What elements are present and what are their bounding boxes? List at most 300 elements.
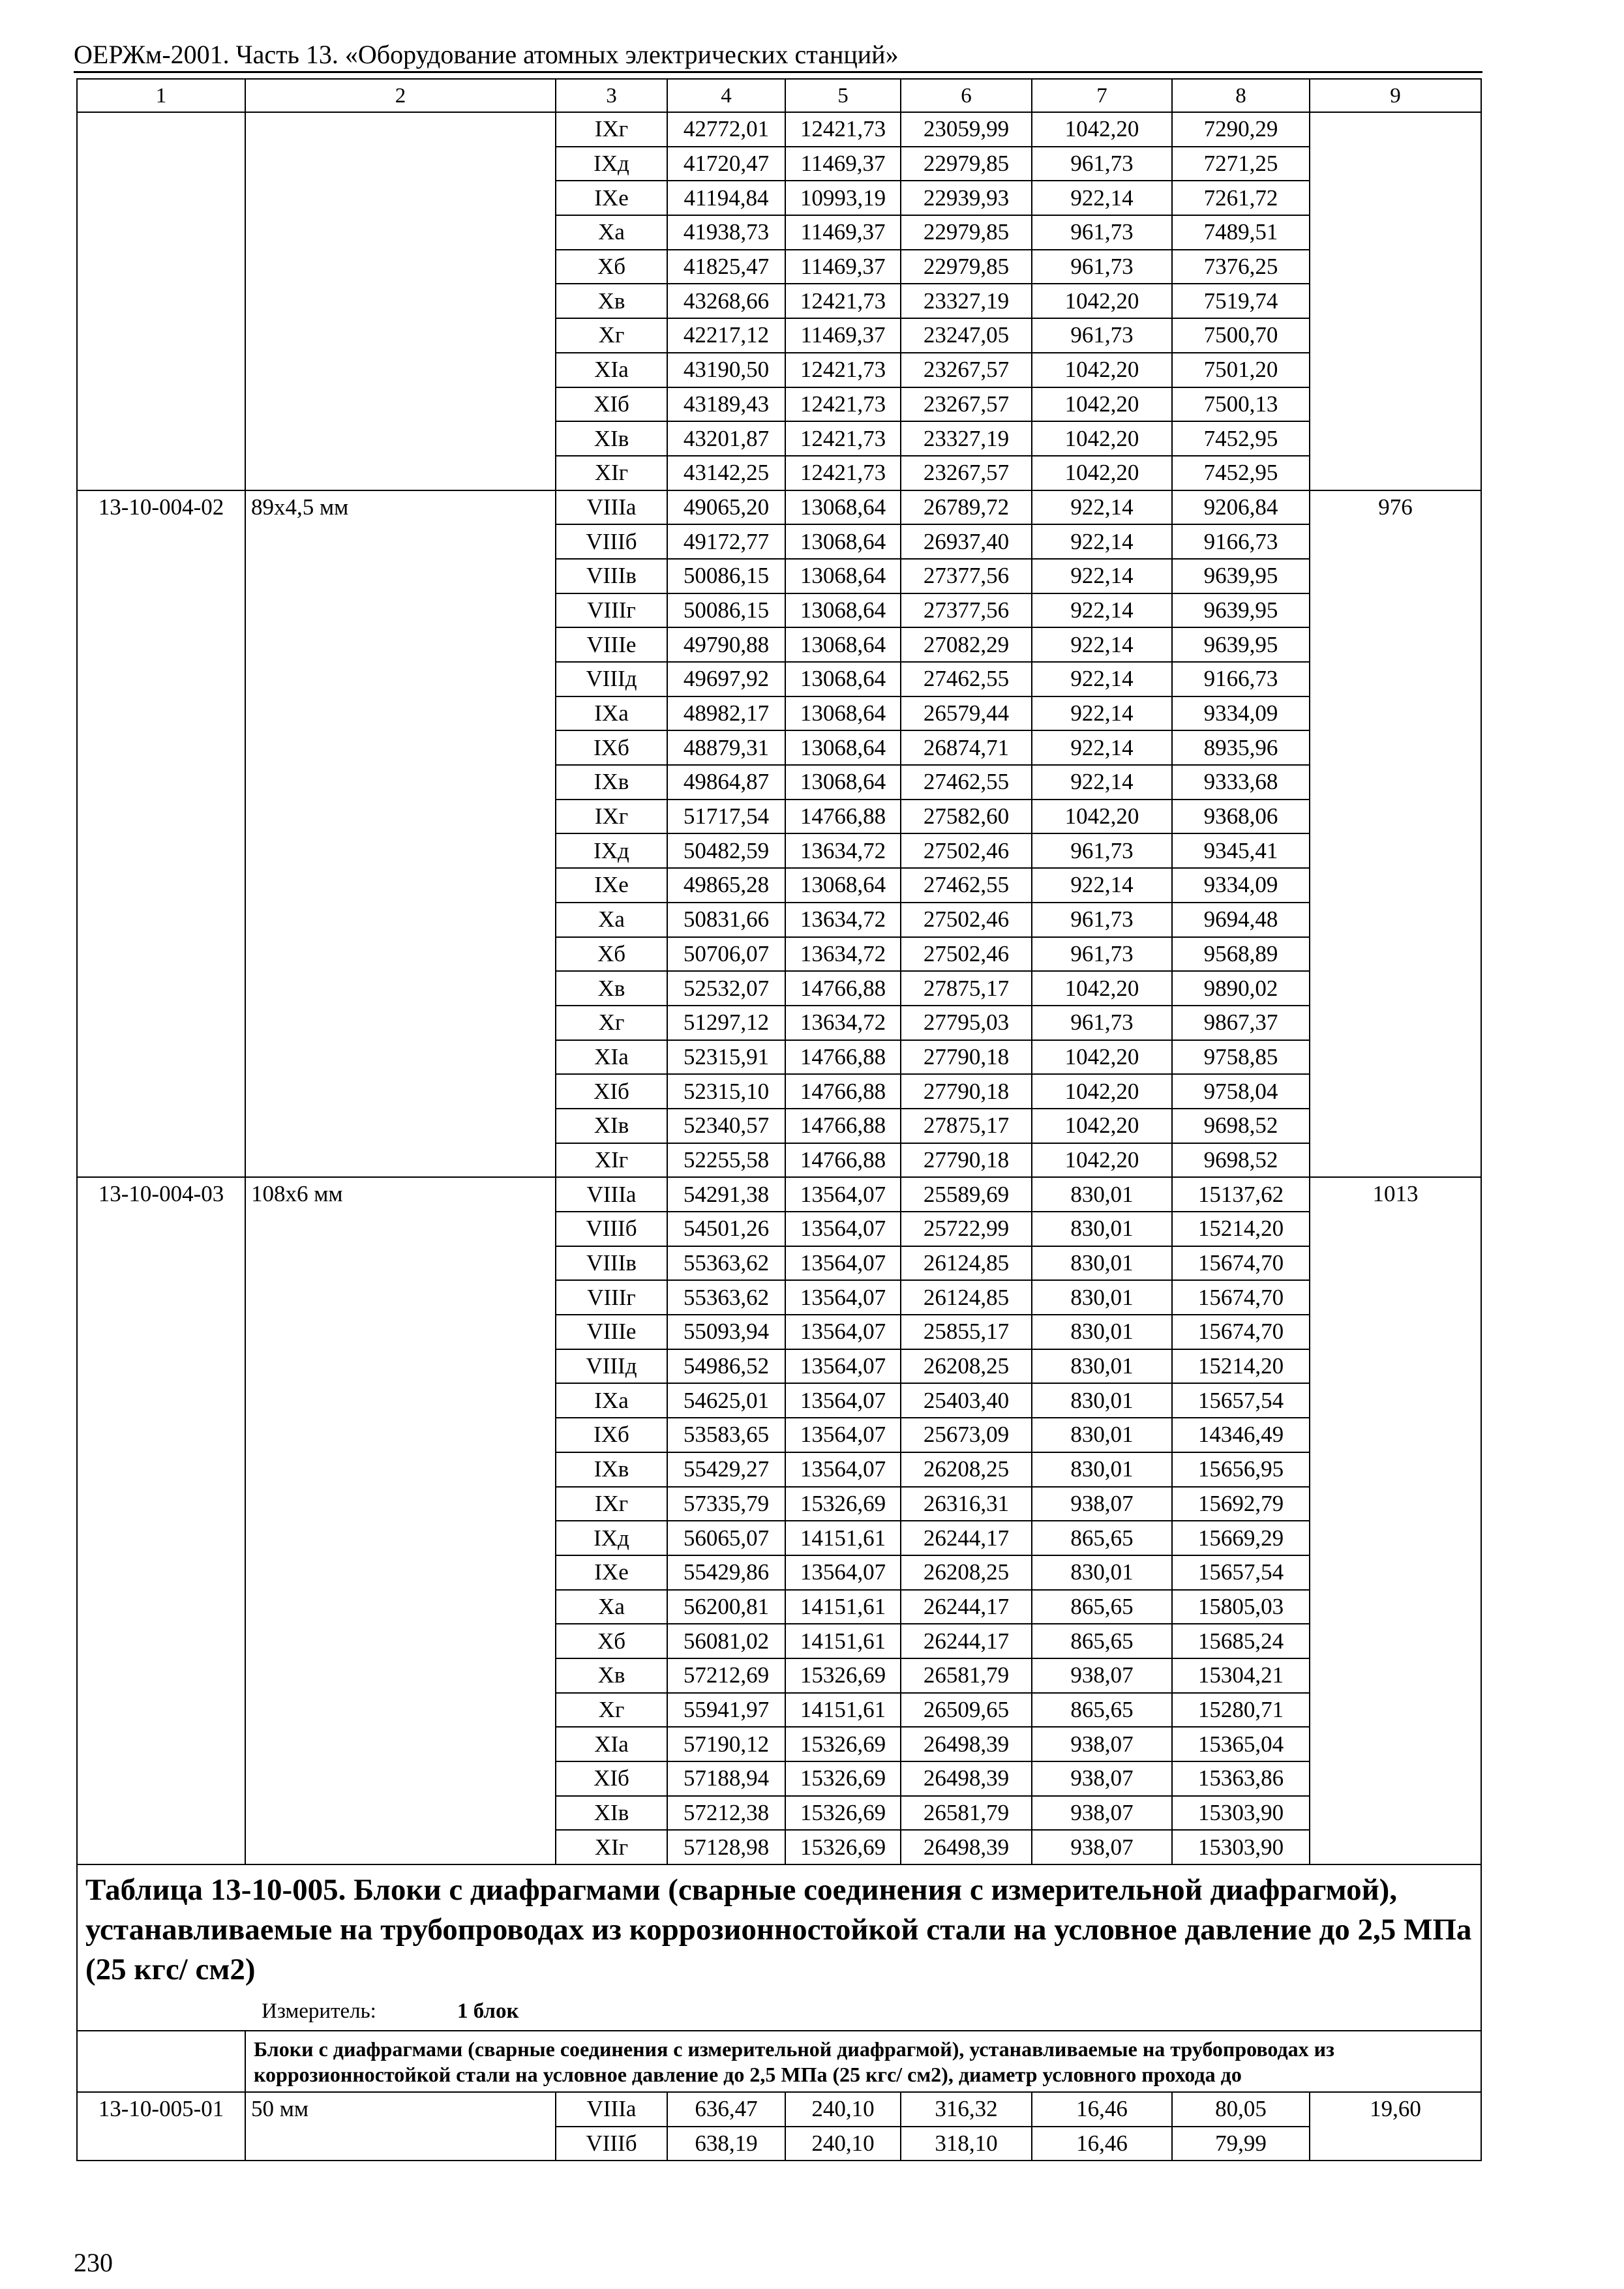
value-cell: 15669,29 [1172,1521,1310,1555]
value-cell: 52255,58 [667,1143,785,1178]
value-cell: 27082,29 [901,627,1032,662]
value-cell: 26498,39 [901,1727,1032,1761]
value-cell: 830,01 [1032,1418,1172,1452]
value-cell: 15657,54 [1172,1383,1310,1418]
value-cell: 15303,90 [1172,1830,1310,1864]
value-cell: 7261,72 [1172,181,1310,215]
value-cell: 26581,79 [901,1796,1032,1831]
value-cell: 55363,62 [667,1246,785,1281]
value-cell: 830,01 [1032,1246,1172,1281]
value-cell: 12421,73 [785,112,901,147]
value-cell: 27875,17 [901,1109,1032,1143]
value-cell: 15805,03 [1172,1590,1310,1624]
value-cell: 15304,21 [1172,1658,1310,1693]
resource-code: 13-10-005-01 [77,2092,245,2161]
column-number: 5 [785,79,901,112]
value-cell: 49865,28 [667,868,785,903]
value-cell: 240,10 [785,2127,901,2161]
value-cell: 49697,92 [667,662,785,696]
value-cell: 12421,73 [785,284,901,318]
value-cell: 26789,72 [901,490,1032,525]
value-cell: 41720,47 [667,147,785,181]
value-cell: 1042,20 [1032,1074,1172,1109]
zone-cell: Xв [556,971,667,1006]
value-cell: 7290,29 [1172,112,1310,147]
value-cell: 25589,69 [901,1177,1032,1212]
value-cell: 13564,07 [785,1246,901,1281]
zone-cell: Xг [556,1693,667,1728]
value-cell: 9639,95 [1172,627,1310,662]
value-cell: 14151,61 [785,1693,901,1728]
pipe-size [245,112,556,490]
value-cell: 57190,12 [667,1727,785,1761]
mass-cell: 19,60 [1310,2092,1481,2161]
value-cell: 27462,55 [901,662,1032,696]
value-cell: 52315,91 [667,1040,785,1075]
value-cell: 13634,72 [785,1006,901,1040]
value-cell: 9333,68 [1172,765,1310,800]
value-cell: 961,73 [1032,1006,1172,1040]
page-number: 230 [74,2248,113,2277]
value-cell: 922,14 [1032,559,1172,593]
value-cell: 961,73 [1032,903,1172,937]
value-cell: 43201,87 [667,421,785,456]
zone-cell: VIIIа [556,490,667,525]
value-cell: 9334,09 [1172,696,1310,731]
value-cell: 1042,20 [1032,1040,1172,1075]
value-cell: 922,14 [1032,524,1172,559]
zone-cell: XIб [556,387,667,422]
column-number: 1 [77,79,245,112]
value-cell: 23267,57 [901,387,1032,422]
mass-cell: 976 [1310,490,1481,1178]
value-cell: 23327,19 [901,421,1032,456]
zone-cell: XIа [556,353,667,387]
value-cell: 50086,15 [667,593,785,628]
value-cell: 13564,07 [785,1555,901,1590]
value-cell: 13634,72 [785,903,901,937]
value-cell: 13564,07 [785,1349,901,1384]
column-number: 8 [1172,79,1310,112]
value-cell: 7500,70 [1172,318,1310,353]
value-cell: 27502,46 [901,833,1032,868]
value-cell: 49864,87 [667,765,785,800]
value-cell: 938,07 [1032,1830,1172,1864]
value-cell: 50086,15 [667,559,785,593]
value-cell: 23267,57 [901,353,1032,387]
value-cell: 865,65 [1032,1624,1172,1658]
value-cell: 1042,20 [1032,353,1172,387]
zone-cell: XIг [556,1143,667,1178]
zone-cell: VIIIе [556,627,667,662]
value-cell: 938,07 [1032,1796,1172,1831]
table-row [77,2092,1481,2127]
value-cell: 830,01 [1032,1452,1172,1487]
value-cell: 23267,57 [901,456,1032,490]
value-cell: 25722,99 [901,1212,1032,1246]
zone-cell: Xв [556,1658,667,1693]
zone-cell: XIб [556,1074,667,1109]
value-cell: 54291,38 [667,1177,785,1212]
value-cell: 15326,69 [785,1487,901,1521]
value-cell: 27582,60 [901,800,1032,834]
zone-cell: XIг [556,456,667,490]
value-cell: 27790,18 [901,1040,1032,1075]
value-cell: 15326,69 [785,1830,901,1864]
value-cell: 26579,44 [901,696,1032,731]
value-cell: 1042,20 [1032,456,1172,490]
value-cell: 1042,20 [1032,1143,1172,1178]
zone-cell: Xг [556,1006,667,1040]
value-cell: 27462,55 [901,868,1032,903]
value-cell: 26509,65 [901,1693,1032,1728]
value-cell: 15280,71 [1172,1693,1310,1728]
rates-table-body [77,79,1481,2161]
value-cell: 55941,97 [667,1693,785,1728]
value-cell: 961,73 [1032,833,1172,868]
value-cell: 7452,95 [1172,421,1310,456]
value-cell: 9568,89 [1172,937,1310,972]
value-cell: 922,14 [1032,627,1172,662]
zone-cell: XIа [556,1727,667,1761]
value-cell: 14151,61 [785,1590,901,1624]
zone-cell: IXе [556,868,667,903]
value-cell: 26316,31 [901,1487,1032,1521]
column-number-row [77,79,1481,112]
mass-cell [1310,112,1481,490]
value-cell: 13068,64 [785,765,901,800]
zone-cell: XIа [556,1040,667,1075]
value-cell: 14346,49 [1172,1418,1310,1452]
value-cell: 14151,61 [785,1521,901,1555]
value-cell: 54986,52 [667,1349,785,1384]
rates-table [76,78,1482,2161]
value-cell: 13564,07 [785,1212,901,1246]
zone-cell: XIб [556,1761,667,1796]
value-cell: 48879,31 [667,730,785,765]
value-cell: 16,46 [1032,2092,1172,2127]
table-title-row [77,1864,1481,2031]
value-cell: 830,01 [1032,1212,1172,1246]
value-cell: 7376,25 [1172,250,1310,284]
value-cell: 27875,17 [901,971,1032,1006]
measure-line [85,1990,1474,2027]
value-cell: 15365,04 [1172,1727,1310,1761]
zone-cell: Xб [556,1624,667,1658]
value-cell: 13564,07 [785,1383,901,1418]
value-cell: 25673,09 [901,1418,1032,1452]
value-cell: 57128,98 [667,1830,785,1864]
value-cell: 830,01 [1032,1555,1172,1590]
table-row [77,112,1481,147]
value-cell: 15674,70 [1172,1280,1310,1315]
value-cell: 830,01 [1032,1315,1172,1349]
value-cell: 12421,73 [785,456,901,490]
value-cell: 15656,95 [1172,1452,1310,1487]
value-cell: 25403,40 [901,1383,1032,1418]
value-cell: 7452,95 [1172,456,1310,490]
zone-cell: VIIIб [556,2127,667,2161]
column-number: 2 [245,79,556,112]
value-cell: 1042,20 [1032,284,1172,318]
value-cell: 27377,56 [901,593,1032,628]
value-cell: 9206,84 [1172,490,1310,525]
value-cell: 26498,39 [901,1830,1032,1864]
value-cell: 14766,88 [785,1109,901,1143]
value-cell: 11469,37 [785,215,901,250]
value-cell: 55093,94 [667,1315,785,1349]
value-cell: 15657,54 [1172,1555,1310,1590]
value-cell: 830,01 [1032,1349,1172,1384]
value-cell: 79,99 [1172,2127,1310,2161]
value-cell: 49065,20 [667,490,785,525]
value-cell: 14766,88 [785,800,901,834]
value-cell: 9698,52 [1172,1143,1310,1178]
resource-code: 13-10-004-02 [77,490,245,1178]
value-cell: 9639,95 [1172,593,1310,628]
value-cell: 14766,88 [785,971,901,1006]
zone-cell: IXв [556,1452,667,1487]
value-cell: 27795,03 [901,1006,1032,1040]
value-cell: 41825,47 [667,250,785,284]
value-cell: 50831,66 [667,903,785,937]
zone-cell: Xв [556,284,667,318]
value-cell: 922,14 [1032,765,1172,800]
value-cell: 12421,73 [785,387,901,422]
value-cell: 1042,20 [1032,387,1172,422]
value-cell: 9166,73 [1172,662,1310,696]
zone-cell: IXа [556,696,667,731]
value-cell: 26244,17 [901,1590,1032,1624]
value-cell: 938,07 [1032,1727,1172,1761]
value-cell: 26208,25 [901,1349,1032,1384]
value-cell: 12421,73 [785,353,901,387]
value-cell: 7271,25 [1172,147,1310,181]
table-description: Блоки с диафрагмами (сварные соединения с измерительной диафрагмой), устанавливаемые на трубопроводах из коррозионностойкой стали на условное давление до 2,5 МПа (25 кгс/ см2), диаметр условного прохода до [245,2031,1481,2092]
value-cell: 938,07 [1032,1487,1172,1521]
measure-value: 1 блок [457,1999,519,2024]
value-cell: 15326,69 [785,1761,901,1796]
zone-cell: IXг [556,1487,667,1521]
value-cell: 865,65 [1032,1521,1172,1555]
value-cell: 57188,94 [667,1761,785,1796]
value-cell: 9345,41 [1172,833,1310,868]
value-cell: 13564,07 [785,1280,901,1315]
zone-cell: XIг [556,1830,667,1864]
value-cell: 42772,01 [667,112,785,147]
value-cell: 26937,40 [901,524,1032,559]
column-number: 3 [556,79,667,112]
value-cell: 53583,65 [667,1418,785,1452]
value-cell: 316,32 [901,2092,1032,2127]
value-cell: 13068,64 [785,730,901,765]
zone-cell: IXг [556,112,667,147]
value-cell: 15674,70 [1172,1315,1310,1349]
value-cell: 12421,73 [785,421,901,456]
column-number: 4 [667,79,785,112]
zone-cell: VIIIв [556,1246,667,1281]
value-cell: 830,01 [1032,1280,1172,1315]
value-cell: 27790,18 [901,1074,1032,1109]
table-row [77,490,1481,525]
value-cell: 13564,07 [785,1177,901,1212]
header-rule [74,71,1482,73]
zone-cell: Xа [556,903,667,937]
value-cell: 961,73 [1032,937,1172,972]
value-cell: 55429,27 [667,1452,785,1487]
value-cell: 15326,69 [785,1727,901,1761]
value-cell: 50482,59 [667,833,785,868]
value-cell: 15363,86 [1172,1761,1310,1796]
value-cell: 55429,86 [667,1555,785,1590]
zone-cell: VIIIв [556,559,667,593]
column-number: 9 [1310,79,1481,112]
value-cell: 9166,73 [1172,524,1310,559]
value-cell: 11469,37 [785,250,901,284]
value-cell: 15685,24 [1172,1624,1310,1658]
value-cell: 56065,07 [667,1521,785,1555]
value-cell: 13564,07 [785,1418,901,1452]
value-cell: 1042,20 [1032,112,1172,147]
value-cell: 15137,62 [1172,1177,1310,1212]
value-cell: 23247,05 [901,318,1032,353]
table-title: Таблица 13-10-005. Блоки с диафрагмами (сварные соединения с измерительной диафрагмой), устанавливаемые на трубопроводах из коррозионностойкой стали на условное давление до 2,5 МПа (25 кгс/ см2) [85,1873,1472,1987]
value-cell: 961,73 [1032,250,1172,284]
description-spacer [77,2031,245,2092]
value-cell: 636,47 [667,2092,785,2127]
value-cell: 41938,73 [667,215,785,250]
value-cell: 9867,37 [1172,1006,1310,1040]
value-cell: 56081,02 [667,1624,785,1658]
zone-cell: VIIIг [556,1280,667,1315]
value-cell: 27462,55 [901,765,1032,800]
value-cell: 7519,74 [1172,284,1310,318]
zone-cell: VIIIа [556,1177,667,1212]
value-cell: 22979,85 [901,147,1032,181]
value-cell: 27502,46 [901,937,1032,972]
zone-cell: IXд [556,1521,667,1555]
value-cell: 10993,19 [785,181,901,215]
column-number: 6 [901,79,1032,112]
value-cell: 52532,07 [667,971,785,1006]
zone-cell: IXв [556,765,667,800]
value-cell: 1042,20 [1032,800,1172,834]
value-cell: 57212,38 [667,1796,785,1831]
value-cell: 830,01 [1032,1383,1172,1418]
value-cell: 51297,12 [667,1006,785,1040]
value-cell: 52340,57 [667,1109,785,1143]
value-cell: 9758,85 [1172,1040,1310,1075]
value-cell: 865,65 [1032,1590,1172,1624]
resource-code: 13-10-004-03 [77,1177,245,1864]
value-cell: 43190,50 [667,353,785,387]
value-cell: 922,14 [1032,868,1172,903]
column-number: 7 [1032,79,1172,112]
value-cell: 865,65 [1032,1693,1172,1728]
value-cell: 41194,84 [667,181,785,215]
value-cell: 13634,72 [785,833,901,868]
value-cell: 13634,72 [785,937,901,972]
value-cell: 15674,70 [1172,1246,1310,1281]
value-cell: 13068,64 [785,559,901,593]
value-cell: 26208,25 [901,1452,1032,1487]
value-cell: 7489,51 [1172,215,1310,250]
value-cell: 80,05 [1172,2092,1310,2127]
value-cell: 22979,85 [901,250,1032,284]
zone-cell: Xб [556,937,667,972]
value-cell: 57212,69 [667,1658,785,1693]
zone-cell: VIIIб [556,524,667,559]
value-cell: 961,73 [1032,215,1172,250]
value-cell: 27502,46 [901,903,1032,937]
value-cell: 26208,25 [901,1555,1032,1590]
value-cell: 49790,88 [667,627,785,662]
value-cell: 23327,19 [901,284,1032,318]
value-cell: 8935,96 [1172,730,1310,765]
zone-cell: IXб [556,1418,667,1452]
value-cell: 22979,85 [901,215,1032,250]
value-cell: 26244,17 [901,1624,1032,1658]
description-row [77,2031,1481,2092]
value-cell: 55363,62 [667,1280,785,1315]
value-cell: 830,01 [1032,1177,1172,1212]
value-cell: 57335,79 [667,1487,785,1521]
value-cell: 42217,12 [667,318,785,353]
resource-code [77,112,245,490]
value-cell: 26244,17 [901,1521,1032,1555]
value-cell: 54625,01 [667,1383,785,1418]
value-cell: 922,14 [1032,730,1172,765]
zone-cell: VIIIе [556,1315,667,1349]
value-cell: 638,19 [667,2127,785,2161]
value-cell: 240,10 [785,2092,901,2127]
value-cell: 26498,39 [901,1761,1032,1796]
value-cell: 14151,61 [785,1624,901,1658]
value-cell: 13564,07 [785,1452,901,1487]
zone-cell: XIв [556,1109,667,1143]
table-title-cell [77,1864,1481,2031]
value-cell: 43268,66 [667,284,785,318]
value-cell: 922,14 [1032,662,1172,696]
value-cell: 961,73 [1032,318,1172,353]
value-cell: 922,14 [1032,593,1172,628]
value-cell: 52315,10 [667,1074,785,1109]
value-cell: 15303,90 [1172,1796,1310,1831]
zone-cell: IXе [556,181,667,215]
zone-cell: IXб [556,730,667,765]
value-cell: 26581,79 [901,1658,1032,1693]
pipe-size: 108х6 мм [245,1177,556,1864]
value-cell: 9758,04 [1172,1074,1310,1109]
value-cell: 27790,18 [901,1143,1032,1178]
value-cell: 1042,20 [1032,971,1172,1006]
value-cell: 922,14 [1032,181,1172,215]
value-cell: 7501,20 [1172,353,1310,387]
table-row [77,1177,1481,1212]
value-cell: 938,07 [1032,1761,1172,1796]
zone-cell: VIIIб [556,1212,667,1246]
value-cell: 43189,43 [667,387,785,422]
zone-cell: Xг [556,318,667,353]
zone-cell: VIIIа [556,2092,667,2127]
running-header: ОЕРЖм-2001. Часть 13. «Оборудование атомных электрических станций» [74,40,899,69]
value-cell: 23059,99 [901,112,1032,147]
pipe-size: 89х4,5 мм [245,490,556,1178]
zone-cell: IXа [556,1383,667,1418]
measure-label: Измеритель: [262,1999,376,2024]
value-cell: 13068,64 [785,524,901,559]
value-cell: 9890,02 [1172,971,1310,1006]
